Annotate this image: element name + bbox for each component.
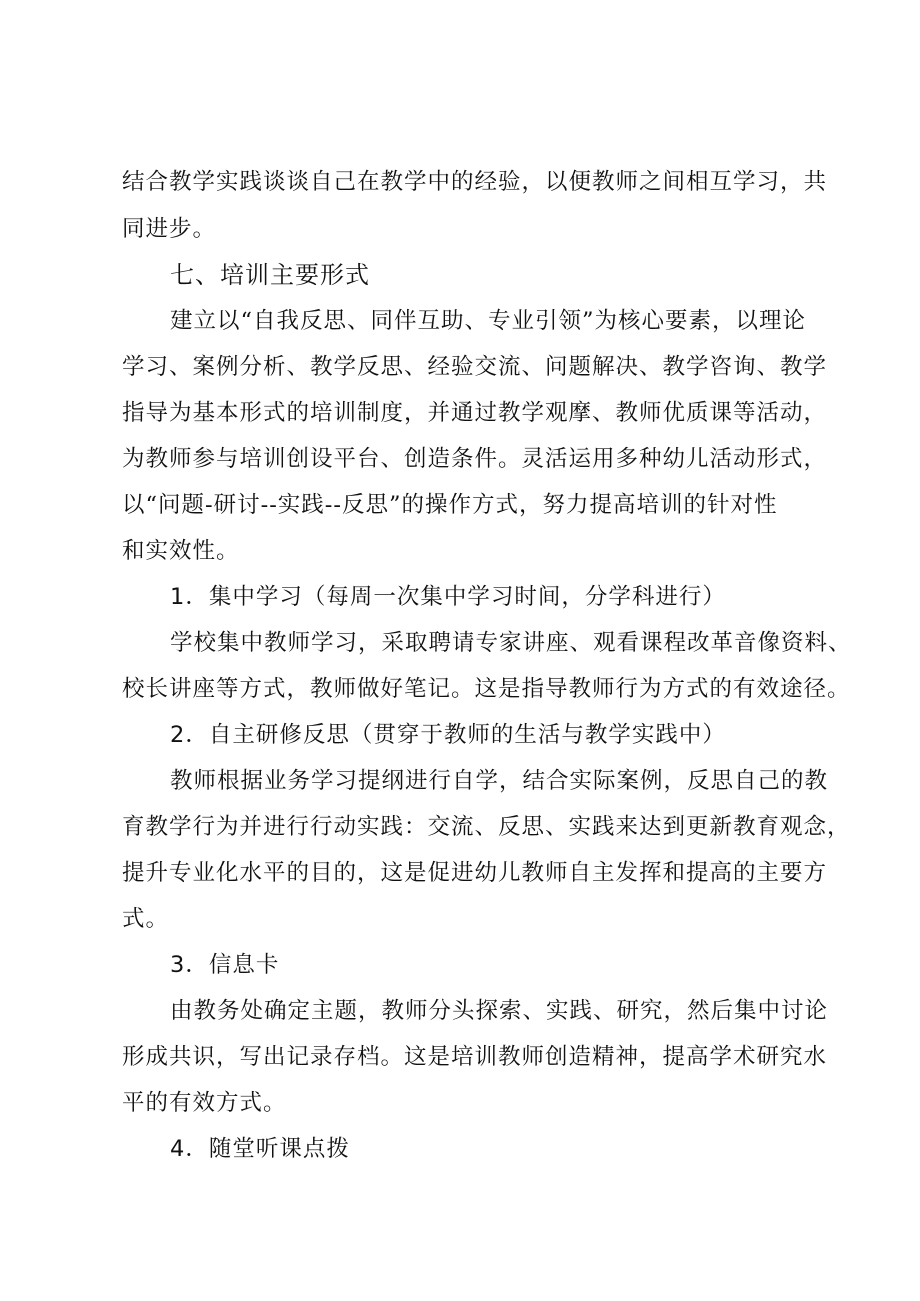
subheading-1: 1．集中学习（每周一次集中学习时间，分学科进行） [170, 584, 726, 610]
paragraph-line: 提升专业化水平的目的，这是促进幼儿教师自主发挥和提高的主要方 [122, 860, 828, 886]
paragraph-line: 以“问题-研讨--实践--反思”的操作方式，努力提高培训的针对性 [122, 492, 778, 518]
paragraph-line: 由教务处确定主题，教师分头探索、实践、研究，然后集中讨论 [170, 998, 829, 1024]
paragraph-line: 建立以“自我反思、同伴互助、专业引领”为核心要素，以理论 [170, 308, 807, 334]
paragraph-line: 指导为基本形式的培训制度，并通过教学观摩、教师优质课等活动， [122, 400, 828, 426]
subheading-3: 3．信息卡 [170, 952, 280, 978]
subheading-2: 2．自主研修反思（贯穿于教师的生活与教学实践中） [170, 722, 726, 748]
paragraph-line: 和实效性。 [122, 538, 240, 564]
paragraph-line: 学习、案例分析、教学反思、经验交流、问题解决、教学咨询、教学 [122, 354, 828, 380]
paragraph-line: 教师根据业务学习提纲进行自学，结合实际案例，反思自己的教 [170, 768, 829, 794]
paragraph-line: 式。 [122, 906, 170, 932]
paragraph-line: 校长讲座等方式，教师做好笔记。这是指导教师行为方式的有效途径。 [122, 676, 851, 702]
paragraph-line: 形成共识，写出记录存档。这是培训教师创造精神，提高学术研究水 [122, 1044, 828, 1070]
paragraph-line: 为教师参与培训创设平台、创造条件。灵活运用多种幼儿活动形式， [122, 446, 828, 472]
paragraph-line: 育教学行为并进行行动实践：交流、反思、实践来达到更新教育观念， [122, 814, 851, 840]
subheading-4: 4．随堂听课点拨 [170, 1136, 350, 1162]
section-heading: 七、培训主要形式 [170, 261, 370, 289]
paragraph-line: 结合教学实践谈谈自己在教学中的经验，以便教师之间相互学习，共 [122, 169, 828, 195]
paragraph-line: 同进步。 [122, 216, 217, 242]
paragraph-line: 平的有效方式。 [122, 1090, 287, 1116]
paragraph-line: 学校集中教师学习，采取聘请专家讲座、观看课程改革音像资料、 [170, 630, 852, 656]
